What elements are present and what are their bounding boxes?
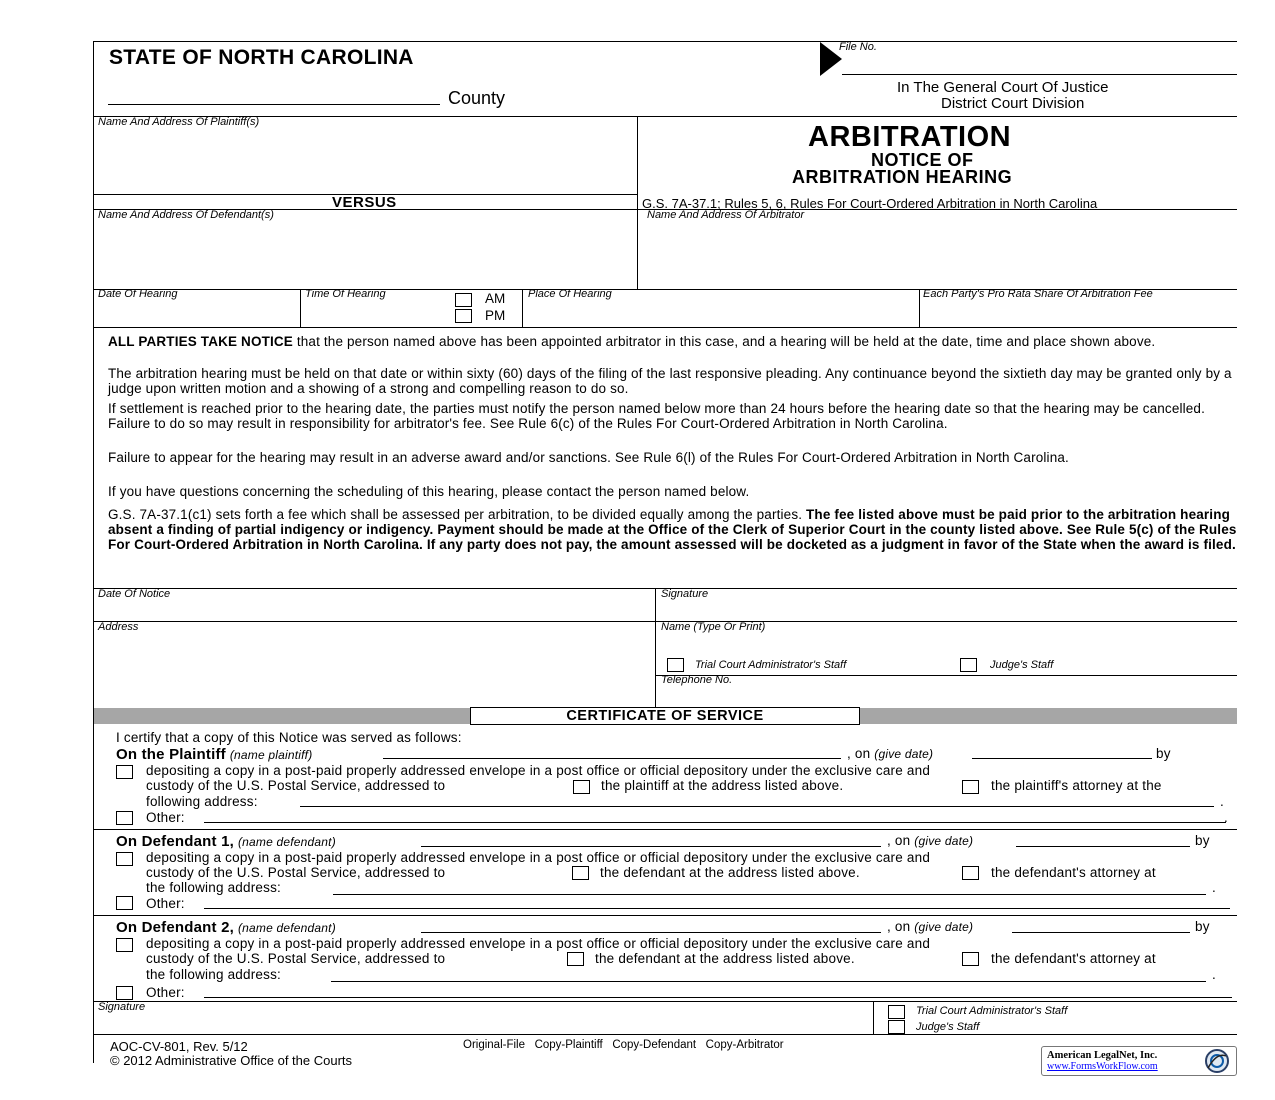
notice-p6-plain: G.S. 7A-37.1(c1) sets forth a fee which shall be assessed per arbitration, to be divided equally among the parties. — [108, 507, 807, 522]
plaintiff-other-text: Other: — [146, 810, 185, 825]
defendant2-on-label — [887, 919, 973, 934]
name-type-label: Name (Type Or Print) — [661, 621, 766, 633]
defendant1-following-text: the following address: — [146, 880, 281, 895]
plaintiff-following-text: following address: — [146, 794, 258, 809]
plaintiff-attorney-text: the plaintiff's attorney at the — [991, 778, 1162, 793]
defendant2-on-text: , on — [887, 919, 911, 934]
plaintiff-date-field[interactable] — [972, 758, 1152, 759]
on-plaintiff-label: On the Plaintiff — [116, 746, 226, 763]
arbitration-title: ARBITRATION — [808, 121, 1012, 153]
defendant2-name-field[interactable] — [421, 932, 881, 933]
defendant1-depositing-text: depositing a copy in a post-paid properly addressed envelope in a post office or official depository under the exclusive care and — [146, 850, 931, 865]
defendant1-custody-text: custody of the U.S. Postal Service, addressed to — [146, 865, 446, 880]
state-title: STATE OF NORTH CAROLINA — [109, 46, 414, 69]
legalnet-badge[interactable] — [1041, 1046, 1237, 1076]
defendant1-by-label: by — [1195, 833, 1210, 848]
plaintiff-name-field[interactable] — [383, 758, 841, 759]
file-no-field[interactable] — [842, 74, 1237, 75]
plaintiff-give-date-hint: (give date) — [874, 747, 934, 761]
county-line[interactable] — [108, 104, 440, 105]
plaintiff-address-checkbox[interactable] — [573, 780, 590, 794]
defendant2-give-date-hint: (give date) — [914, 920, 974, 934]
defendant2-address-field[interactable] — [331, 981, 1206, 982]
cert-tca-staff-checkbox[interactable] — [888, 1005, 905, 1019]
telephone-label: Telephone No. — [661, 674, 733, 686]
notice-paragraph-6 — [108, 507, 1243, 552]
fee-label: Each Party's Pro Rata Share Of Arbitration Fee — [923, 288, 1153, 300]
defendant1-address-checkbox[interactable] — [572, 866, 589, 880]
certificate-heading: CERTIFICATE OF SERVICE — [470, 707, 860, 725]
defendant1-other-text: Other: — [146, 896, 185, 911]
plaintiff-address-dot: . — [1220, 794, 1224, 809]
address-label: Address — [98, 621, 139, 633]
plaintiff-at-text: the plaintiff at the address listed above. — [601, 778, 844, 793]
date-of-hearing-label: Date Of Hearing — [98, 288, 178, 300]
plaintiff-by-label: by — [1156, 746, 1171, 761]
defendant2-date-field[interactable] — [1012, 932, 1190, 933]
notice-of-title: NOTICE OF — [871, 150, 974, 170]
notice-p6-bold: The fee listed above must be paid prior to the arbitration hearing absent a finding of partial indigency or indigency. Payment should be made at the Office of the Clerk of Superior Court in the county listed above. See Rule 5(c) of the Rules For Court-Ordered Arbitration in North Carolina. If any party does not pay, the amount assessed will be docketed as a judgment in favor of the State when the award is filed. — [108, 507, 1237, 552]
defendant2-attorney-text: the defendant's attorney at — [991, 951, 1156, 966]
address-field[interactable] — [95, 636, 653, 706]
certificate-signature-label: Signature — [98, 1001, 146, 1013]
defendant2-attorney-checkbox[interactable] — [962, 952, 979, 966]
hearing-title: ARBITRATION HEARING — [792, 167, 1013, 187]
defendant2-at-text: the defendant at the address listed above. — [595, 951, 855, 966]
form-number: AOC-CV-801, Rev. 5/12 — [110, 1039, 248, 1054]
statute-text: G.S. 7A-37.1; Rules 5, 6, Rules For Court-Ordered Arbitration in North Carolina — [642, 196, 1098, 211]
cert-judges-staff-label: Judge's Staff — [916, 1021, 980, 1033]
tca-staff-checkbox[interactable] — [667, 658, 684, 672]
signature-label: Signature — [661, 588, 709, 600]
legalnet-logo-icon — [1200, 1048, 1234, 1074]
defendant1-attorney-text: the defendant's attorney at — [991, 865, 1156, 880]
place-of-hearing-label: Place Of Hearing — [528, 288, 612, 300]
on-defendant1-label: On Defendant 1, — [116, 833, 235, 850]
defendant2-address-dot: . — [1212, 967, 1216, 982]
defendant1-give-date-hint: (give date) — [914, 834, 974, 848]
defendant1-other-checkbox[interactable] — [116, 896, 133, 910]
legalnet-url[interactable]: www.FormsWorkFlow.com — [1047, 1061, 1158, 1072]
cert-tca-staff-label: Trial Court Administrator's Staff — [916, 1005, 1068, 1017]
certificate-intro: I certify that a copy of this Notice was served as follows: — [116, 730, 462, 745]
notice-paragraph-1 — [108, 334, 1243, 349]
plaintiff-address-field[interactable] — [300, 806, 1214, 807]
cert-judges-staff-checkbox[interactable] — [888, 1020, 905, 1034]
name-defendant1-hint: (name defendant) — [237, 835, 336, 849]
date-of-notice-label: Date Of Notice — [98, 588, 171, 600]
plaintiff-other-checkbox[interactable] — [116, 811, 133, 825]
defendant1-name-field[interactable] — [421, 846, 881, 847]
judges-staff-label: Judge's Staff — [990, 659, 1054, 671]
defendant1-attorney-checkbox[interactable] — [962, 866, 979, 880]
county-label: County — [448, 88, 506, 108]
certificate-signature-field[interactable] — [95, 1015, 870, 1033]
defendant1-on-label — [887, 833, 973, 848]
plaintiff-on-text: , on — [847, 746, 871, 761]
notice-bold: ALL PARTIES TAKE NOTICE — [108, 334, 293, 349]
am-label: AM — [485, 291, 506, 306]
defendant2-by-label: by — [1195, 919, 1210, 934]
defendant2-other-text: Other: — [146, 985, 185, 1000]
copy-distribution: Original-File Copy-Plaintiff Copy-Defendant Copy-Arbitrator — [463, 1039, 784, 1051]
defendant2-depositing-checkbox[interactable] — [116, 938, 133, 952]
court-line2: District Court Division — [941, 95, 1085, 112]
plaintiff-on-label — [847, 746, 933, 761]
name-defendant2-hint: (name defendant) — [237, 921, 336, 935]
defendant1-date-field[interactable] — [1016, 846, 1190, 847]
defendant1-address-dot: . — [1212, 880, 1216, 895]
defendant1-other-field[interactable] — [204, 908, 1230, 909]
copyright: © 2012 Administrative Office of the Courts — [110, 1053, 353, 1068]
on-plaintiff-row — [116, 746, 312, 763]
on-defendant2-label: On Defendant 2, — [116, 919, 235, 936]
legalnet-name: American LegalNet, Inc. — [1047, 1050, 1158, 1061]
arbitrator-field[interactable] — [640, 223, 1235, 287]
plaintiff-attorney-checkbox[interactable] — [962, 780, 979, 794]
name-plaintiff-hint: (name plaintiff) — [229, 748, 313, 762]
tca-staff-label: Trial Court Administrator's Staff — [695, 659, 847, 671]
defendant2-depositing-text: depositing a copy in a post-paid properly addressed envelope in a post office or official depository under the exclusive care and — [146, 936, 931, 951]
plaintiff-depositing-text: depositing a copy in a post-paid properly addressed envelope in a post office or official depository under the exclusive care and — [146, 763, 931, 778]
defendant1-at-text: the defendant at the address listed above. — [600, 865, 860, 880]
am-checkbox[interactable] — [455, 293, 472, 307]
defendant1-address-field[interactable] — [333, 894, 1206, 895]
pm-checkbox[interactable] — [455, 309, 472, 323]
plaintiff-custody-text: custody of the U.S. Postal Service, addressed to — [146, 778, 446, 793]
versus-label: VERSUS — [332, 194, 397, 211]
judges-staff-checkbox[interactable] — [960, 658, 977, 672]
defendant2-following-text: the following address: — [146, 967, 281, 982]
defendant2-address-checkbox[interactable] — [567, 952, 584, 966]
notice-paragraph-4: Failure to appear for the hearing may result in an adverse award and/or sanctions. See Rule 6(l) of the Rules For Court-Ordered Arbitration in North Carolina. — [108, 450, 1069, 465]
plaintiff-other-field[interactable] — [204, 822, 1226, 823]
plaintiff-depositing-checkbox[interactable] — [116, 765, 133, 779]
file-no-label: File No. — [839, 41, 877, 53]
defendant-field[interactable] — [95, 223, 635, 287]
on-defendant2-row — [116, 919, 336, 936]
notice-paragraph-2: The arbitration hearing must be held on that date or within sixty (60) days of the filing of the last responsive pleading. Any continuance beyond the sixtieth day may be granted only by a judge upon written motion and a showing of a strong and compelling reason to do so. — [108, 366, 1232, 396]
pm-label: PM — [485, 308, 506, 323]
arbitrator-label: Name And Address Of Arbitrator — [647, 209, 805, 221]
on-defendant1-row — [116, 833, 336, 850]
defendant2-other-checkbox[interactable] — [116, 986, 133, 1000]
time-of-hearing-label: Time Of Hearing — [305, 288, 386, 300]
defendant1-on-text: , on — [887, 833, 911, 848]
defendant2-other-field[interactable] — [204, 997, 1232, 998]
plaintiff-label: Name And Address Of Plaintiff(s) — [98, 116, 260, 128]
notice-p1-rest: that the person named above has been appointed arbitrator in this case, and a hearing will be held at the date, time and place shown above. — [292, 334, 1156, 349]
notice-paragraph-5: If you have questions concerning the scheduling of this hearing, please contact the person named below. — [108, 484, 750, 499]
defendant-label: Name And Address Of Defendant(s) — [98, 209, 274, 221]
court-line1: In The General Court Of Justice — [897, 79, 1109, 96]
plaintiff-field[interactable] — [95, 130, 635, 192]
plaintiff-other-dot: . — [1224, 810, 1228, 825]
defendant1-depositing-checkbox[interactable] — [116, 852, 133, 866]
notice-paragraph-3: If settlement is reached prior to the hearing date, the parties must notify the person named below more than 24 hours before the hearing date so that the hearing may be cancelled. Failure to do so may result in responsibility for arbitrator's fee. See Rule 6(c) of the Rules For Court-Ordered Arbitration in North Carolina. — [108, 401, 1205, 431]
defendant2-custody-text: custody of the U.S. Postal Service, addressed to — [146, 951, 446, 966]
